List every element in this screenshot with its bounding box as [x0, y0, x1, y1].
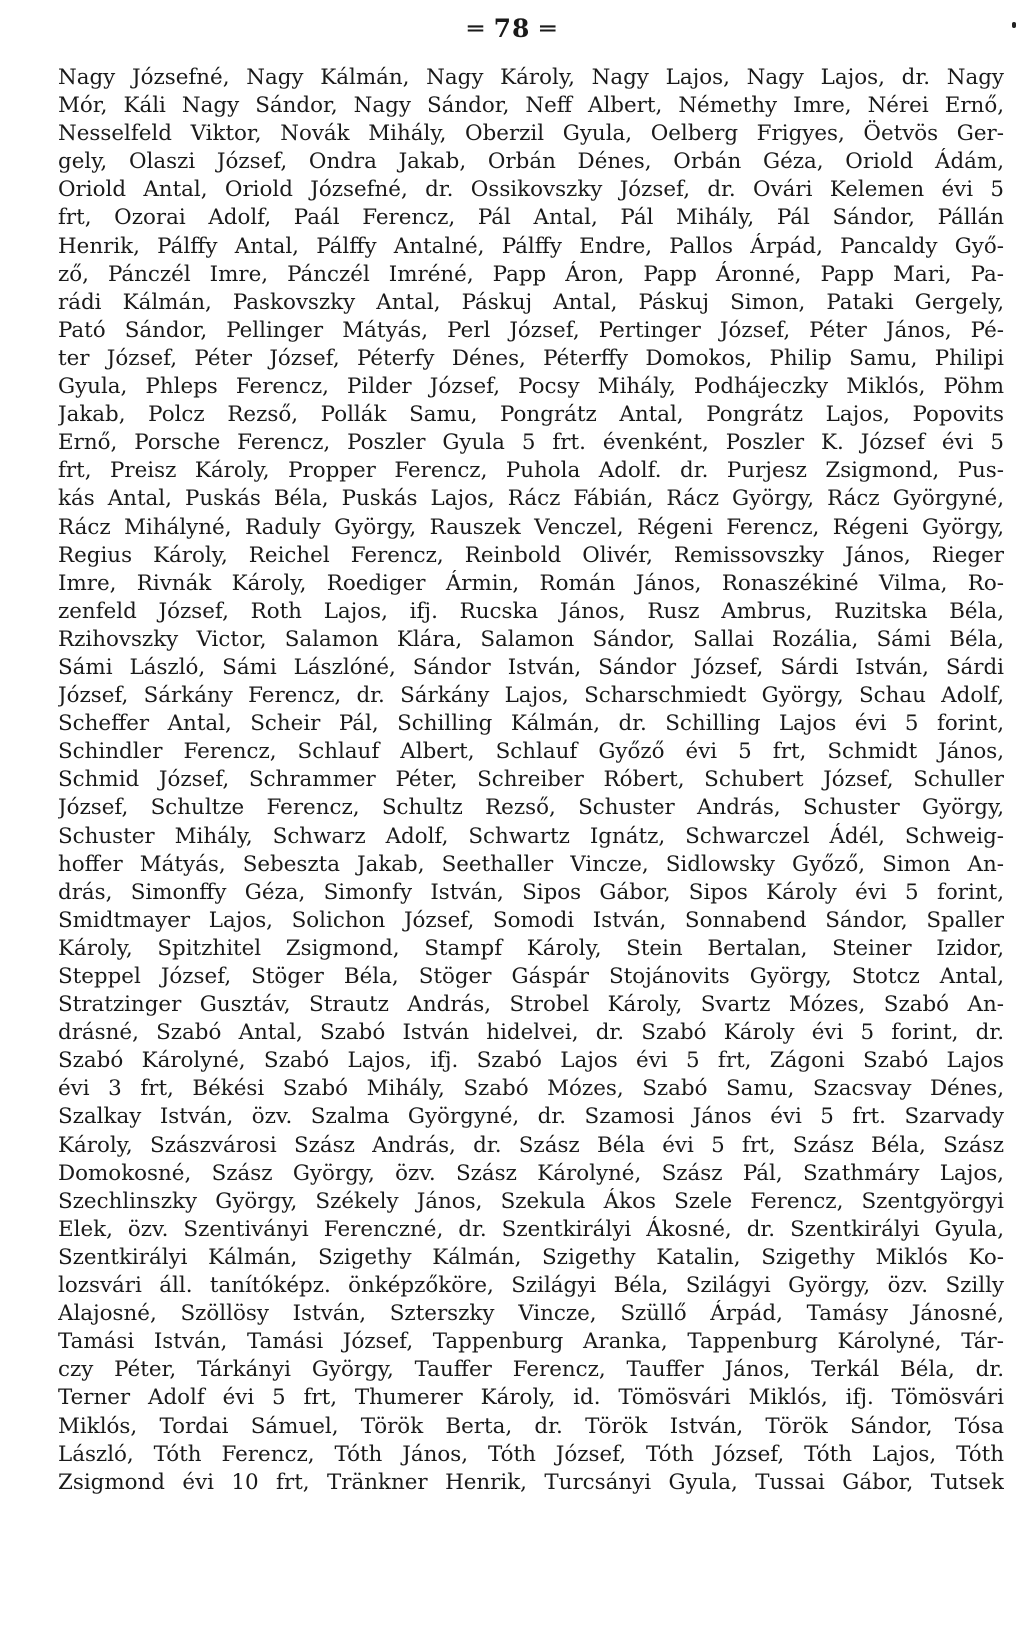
text-line: czy Péter, Tárkányi György, Tauffer Ferencz, Tauffer János, Terkál Béla, dr.: [58, 1357, 1004, 1383]
text-line: Domokosné, Szász György, özv. Szász Károlyné, Szász Pál, Szathmáry Lajos,: [58, 1160, 1004, 1186]
text-line: Rzihovszky Victor, Salamon Klára, Salamon Sándor, Sallai Rozália, Sámi Béla,: [58, 626, 1004, 652]
text-line: Zsigmond évi 10 frt, Tränkner Henrik, Turcsányi Gyula, Tussai Gábor, Tutsek: [58, 1469, 1004, 1495]
text-line: Alajosné, Szöllösy István, Szterszky Vincze, Szüllő Árpád, Tamásy Jánosné,: [58, 1301, 1004, 1327]
text-line: Schindler Ferencz, Schlauf Albert, Schlauf Győző évi 5 frt, Schmidt János,: [58, 739, 1004, 765]
text-line: Regius Károly, Reichel Ferencz, Reinbold Olivér, Remissovszky János, Rieger: [58, 542, 1004, 568]
text-line: Jakab, Polcz Rezső, Pollák Samu, Pongrátz Antal, Pongrátz Lajos, Popovits: [58, 402, 1004, 428]
text-line: Elek, özv. Szentiványi Ferenczné, dr. Szentkirályi Ákosné, dr. Szentkirályi Gyula,: [58, 1216, 1004, 1242]
text-line: Schmid József, Schrammer Péter, Schreiber Róbert, Schubert József, Schuller: [58, 767, 1004, 793]
page-number: ═ 78 ═: [467, 14, 557, 43]
text-line: Gyula, Phleps Ferencz, Pilder József, Pocsy Mihály, Podhájeczky Miklós, Pöhm: [58, 374, 1004, 400]
text-line: Scheffer Antal, Scheir Pál, Schilling Kálmán, dr. Schilling Lajos évi 5 forint,: [58, 711, 1004, 737]
text-line: Oriold Antal, Oriold Józsefné, dr. Ossikovszky József, dr. Ovári Kelemen évi 5: [58, 177, 1004, 203]
text-line: Miklós, Tordai Sámuel, Török Berta, dr. Török István, Török Sándor, Tósa: [58, 1413, 1004, 1439]
text-line: Szabó Károlyné, Szabó Lajos, ifj. Szabó Lajos évi 5 frt, Zágoni Szabó Lajos: [58, 1048, 1004, 1074]
text-line: frt, Preisz Károly, Propper Ferencz, Puhola Adolf. dr. Purjesz Zsigmond, Pus-: [58, 458, 1004, 484]
text-line: drásné, Szabó Antal, Szabó István hidelvei, dr. Szabó Károly évi 5 forint, dr.: [58, 1020, 1004, 1046]
text-line: évi 3 frt, Békési Szabó Mihály, Szabó Mózes, Szabó Samu, Szacsvay Dénes,: [58, 1076, 1004, 1102]
text-line: rádi Kálmán, Paskovszky Antal, Páskuj Antal, Páskuj Simon, Pataki Gergely,: [58, 289, 1004, 315]
text-line: Nesselfeld Viktor, Novák Mihály, Oberzil Gyula, Oelberg Frigyes, Öetvös Ger-: [58, 121, 1004, 147]
text-line: Schuster Mihály, Schwarz Adolf, Schwartz Ignátz, Schwarczel Ádél, Schweig-: [58, 823, 1004, 849]
text-line: gely, Olaszi József, Ondra Jakab, Orbán Dénes, Orbán Géza, Oriold Ádám,: [58, 149, 1004, 175]
text-line: Tamási István, Tamási József, Tappenburg Aranka, Tappenburg Károlyné, Tár-: [58, 1329, 1004, 1355]
text-line: ter József, Péter József, Péterfy Dénes, Péterffy Domokos, Philip Samu, Philipi: [58, 345, 1004, 371]
text-line: ző, Pánczél Imre, Pánczél Imréné, Papp Áron, Papp Áronné, Papp Mari, Pa-: [58, 261, 1004, 287]
text-line: Imre, Rivnák Károly, Roediger Ármin, Román János, Ronaszékiné Vilma, Ro-: [58, 570, 1004, 596]
text-line: Szentkirályi Kálmán, Szigethy Kálmán, Szigethy Katalin, Szigethy Miklós Ko-: [58, 1244, 1004, 1270]
text-line: József, Sárkány Ferencz, dr. Sárkány Lajos, Scharschmiedt György, Schau Adolf,: [58, 683, 1004, 709]
text-line: Terner Adolf évi 5 frt, Thumerer Károly, id. Tömösvári Miklós, ifj. Tömösvári: [58, 1385, 1004, 1411]
text-line: frt, Ozorai Adolf, Paál Ferencz, Pál Antal, Pál Mihály, Pál Sándor, Pállán: [58, 205, 1004, 231]
text-line: Pató Sándor, Pellinger Mátyás, Perl József, Pertinger József, Péter János, Pé-: [58, 317, 1004, 343]
text-line: Stratzinger Gusztáv, Strautz András, Strobel Károly, Svartz Mózes, Szabó An-: [58, 992, 1004, 1018]
text-line: Károly, Spitzhitel Zsigmond, Stampf Károly, Stein Bertalan, Steiner Izidor,: [58, 935, 1004, 961]
text-line: Szechlinszky György, Székely János, Szekula Ákos Szele Ferencz, Szentgyörgyi: [58, 1188, 1004, 1214]
text-line: drás, Simonffy Géza, Simonfy István, Sipos Gábor, Sipos Károly évi 5 forint,: [58, 879, 1004, 905]
scan-speck: [1012, 22, 1016, 28]
name-list-paragraph: [58, 64, 1004, 1497]
text-line: Mór, Káli Nagy Sándor, Nagy Sándor, Neff Albert, Némethy Imre, Nérei Ernő,: [58, 93, 1004, 119]
text-line: Henrik, Pálffy Antal, Pálffy Antalné, Pálffy Endre, Pallos Árpád, Pancaldy Győ-: [58, 233, 1004, 259]
text-line: Smidtmayer Lajos, Solichon József, Somodi István, Sonnabend Sándor, Spaller: [58, 907, 1004, 933]
text-line: lozsvári áll. tanítóképz. önképzőköre, Szilágyi Béla, Szilágyi György, özv. Szilly: [58, 1273, 1004, 1299]
text-line: József, Schultze Ferencz, Schultz Rezső, Schuster András, Schuster György,: [58, 795, 1004, 821]
text-line: Rácz Mihályné, Raduly György, Rauszek Venczel, Régeni Ferencz, Régeni György,: [58, 514, 1004, 540]
text-line: Ernő, Porsche Ferencz, Poszler Gyula 5 frt. évenként, Poszler K. József évi 5: [58, 430, 1004, 456]
text-line: László, Tóth Ferencz, Tóth János, Tóth József, Tóth József, Tóth Lajos, Tóth: [58, 1441, 1004, 1467]
text-line: Szalkay István, özv. Szalma Györgyné, dr. Szamosi János évi 5 frt. Szarvady: [58, 1104, 1004, 1130]
text-line: Nagy Józsefné, Nagy Kálmán, Nagy Károly, Nagy Lajos, Nagy Lajos, dr. Nagy: [58, 65, 1004, 90]
text-line: hoffer Mátyás, Sebeszta Jakab, Seethaller Vincze, Sidlowsky Győző, Simon An-: [58, 851, 1004, 877]
text-line: Károly, Szászvárosi Szász András, dr. Szász Béla évi 5 frt, Szász Béla, Szász: [58, 1132, 1004, 1158]
text-line: Steppel József, Stöger Béla, Stöger Gáspár Stojánovits György, Stotcz Antal,: [58, 964, 1004, 989]
text-line: zenfeld József, Roth Lajos, ifj. Rucska János, Rusz Ambrus, Ruzitska Béla,: [58, 598, 1004, 624]
text-line: Sámi László, Sámi Lászlóné, Sándor István, Sándor József, Sárdi István, Sárdi: [58, 654, 1004, 680]
text-line: kás Antal, Puskás Béla, Puskás Lajos, Rácz Fábián, Rácz György, Rácz Györgyné,: [58, 486, 1004, 512]
